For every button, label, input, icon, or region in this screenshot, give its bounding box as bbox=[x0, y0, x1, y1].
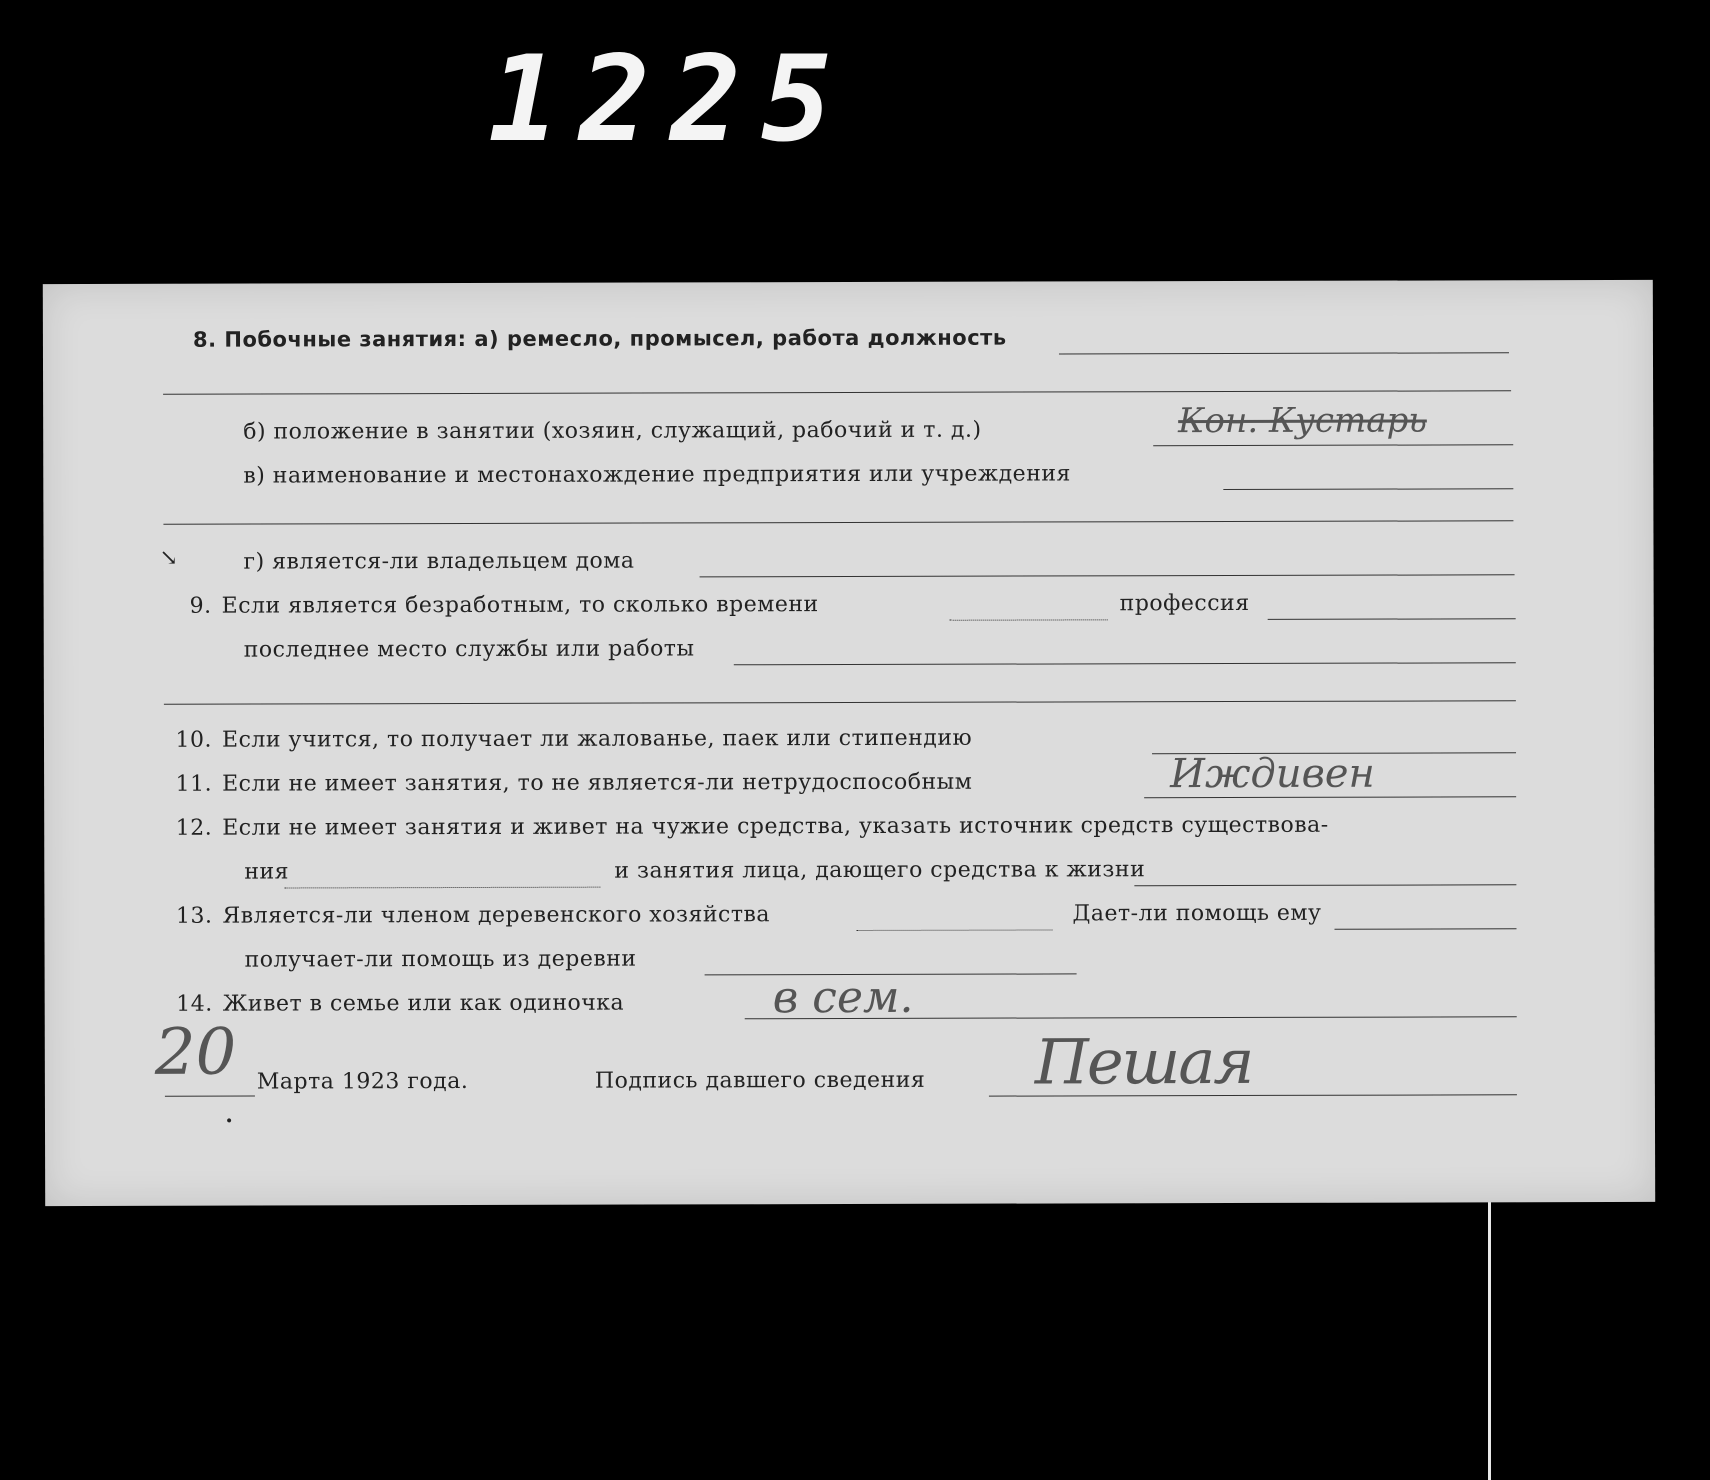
item-10-number: 10. bbox=[175, 727, 213, 753]
dot-mark: • bbox=[224, 1113, 234, 1130]
item-8b-label: б) положение в занятии (хозяин, служащий, рабочий и т. д.) bbox=[243, 417, 982, 445]
item-12-row bbox=[154, 813, 1329, 841]
film-edge-line bbox=[1488, 1200, 1491, 1480]
item-13-village-help-label: получает-ли помощь из деревни bbox=[244, 946, 637, 973]
item-11-label: Если не имеет занятия, то не является-ли нетрудоспособным bbox=[222, 769, 973, 797]
item-8v-label: в) наименование и местонахождение предприятия или учреждения bbox=[243, 461, 1071, 489]
item-8b-handwriting: Кон. Кустарь bbox=[1178, 400, 1427, 442]
item-9-profession-label: профессия bbox=[1119, 590, 1250, 617]
item-9-continuation-line bbox=[164, 700, 1516, 705]
item-13-number: 13. bbox=[175, 903, 213, 929]
item-12-source-fill-line bbox=[284, 887, 600, 889]
item-8g-fill-line bbox=[700, 574, 1515, 577]
item-9-profession-fill-line bbox=[1268, 618, 1516, 620]
item-9-number: 9. bbox=[189, 593, 212, 619]
item-12-line2-row bbox=[244, 859, 289, 884]
item-8a-fill-line bbox=[1059, 352, 1509, 354]
item-8v-fill-line bbox=[1223, 488, 1513, 490]
item-14-handwriting: в сем. bbox=[772, 971, 914, 1024]
item-8a-label: Побочные занятия: а) ремесло, промысел, работа должность bbox=[224, 325, 1007, 352]
item-8g-row bbox=[243, 549, 634, 575]
item-9-last-job-fill-line bbox=[734, 662, 1516, 665]
item-9-line2-row bbox=[244, 636, 695, 662]
item-12-provider-fill-line bbox=[1134, 884, 1516, 886]
item-8-number: 8. bbox=[192, 327, 217, 352]
item-13-label: Является-ли членом деревенского хозяйства bbox=[222, 902, 771, 929]
item-11-number: 11. bbox=[175, 771, 213, 797]
item-9-last-job-label: последнее место службы или работы bbox=[243, 636, 695, 663]
margin-tick-mark: ↘ bbox=[159, 545, 178, 571]
item-11-row bbox=[154, 770, 972, 797]
item-8v-row bbox=[243, 461, 1071, 488]
signature-label: Подпись давшего сведения bbox=[594, 1067, 926, 1094]
item-12-number: 12. bbox=[175, 815, 213, 841]
item-11-handwriting: Иждивен bbox=[1170, 750, 1375, 798]
frame-number: 1225 bbox=[488, 30, 853, 168]
date-text: Марта 1923 года. bbox=[256, 1068, 469, 1095]
item-8g-label: г) является-ли владельцем дома bbox=[243, 548, 635, 575]
item-10-row bbox=[154, 726, 972, 753]
census-form-card bbox=[43, 280, 1655, 1206]
item-14-row bbox=[155, 991, 625, 1017]
item-8b-fill-line bbox=[1153, 444, 1513, 446]
item-12-label: Если не имеет занятия и живет на чужие средства, указать источник средств существова- bbox=[222, 812, 1329, 841]
item-8a-continuation-line bbox=[163, 390, 1511, 395]
item-12-provider-label: и занятия лица, дающего средства к жизни bbox=[614, 857, 1146, 884]
item-13-member-fill-line bbox=[856, 929, 1052, 931]
item-14-number: 14. bbox=[176, 991, 213, 1017]
item-10-label: Если учится, то получает ли жалованье, паек или стипендию bbox=[221, 725, 973, 753]
item-8-row bbox=[193, 326, 1007, 352]
item-8b-row bbox=[243, 418, 981, 445]
date-day-handwriting: 20 bbox=[154, 1015, 237, 1090]
item-8v-continuation-line bbox=[163, 520, 1513, 525]
item-13-help-fill-line bbox=[1334, 928, 1516, 929]
item-9-label: Если является безработным, то сколько времени bbox=[221, 592, 819, 619]
item-9-row bbox=[154, 592, 819, 619]
item-14-label: Живет в семье или как одиночка bbox=[222, 990, 625, 1017]
item-12-source-label: ния bbox=[244, 859, 290, 885]
item-9-time-fill-line bbox=[950, 619, 1108, 620]
signature-handwriting: Пешая bbox=[1034, 1024, 1253, 1099]
item-13-row bbox=[154, 902, 770, 929]
item-13-line2-row bbox=[245, 947, 637, 973]
item-13-help-label: Дает-ли помощь ему bbox=[1072, 900, 1322, 927]
date-day-fill-line bbox=[165, 1096, 255, 1097]
